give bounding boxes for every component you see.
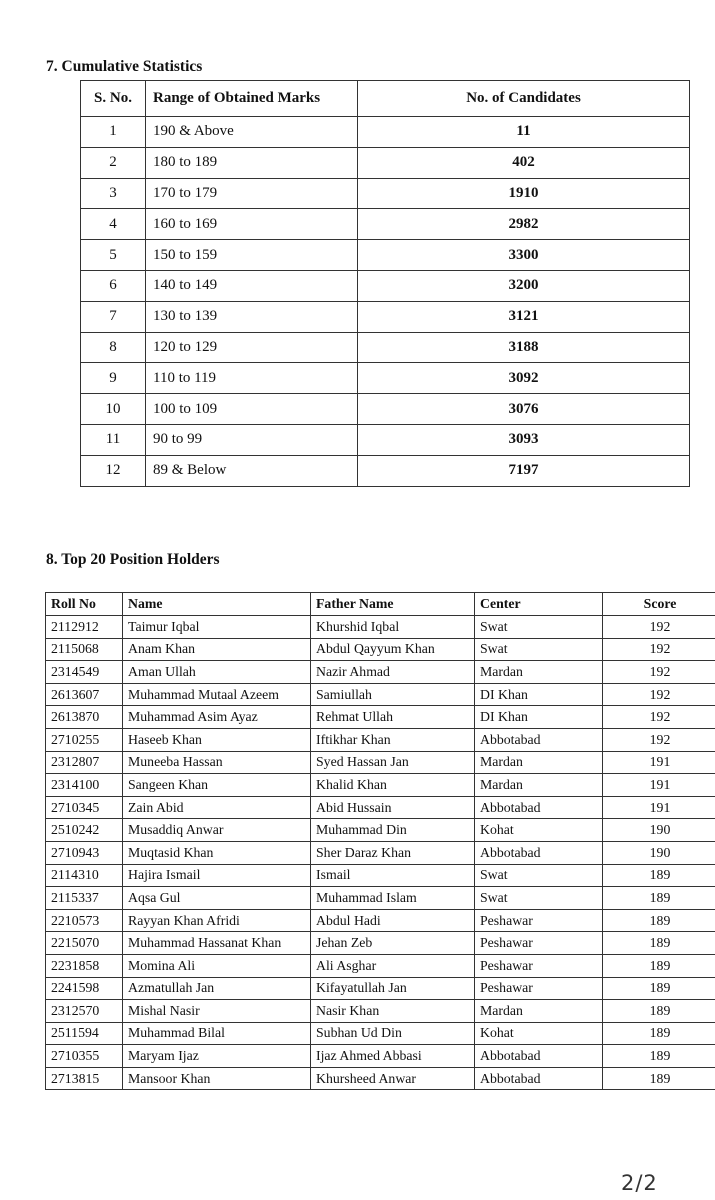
table-row: [46, 864, 715, 887]
cell-center: Mardan: [475, 661, 603, 684]
cell-center: Peshawar: [475, 954, 603, 977]
table-row: [46, 796, 715, 819]
cell-sno: 5: [81, 240, 146, 271]
cell-center: Abbotabad: [475, 728, 603, 751]
cell-count: 7197: [358, 455, 690, 486]
cell-center: Mardan: [475, 751, 603, 774]
cell-score: 189: [603, 977, 715, 1000]
cell-sno: 12: [81, 455, 146, 486]
cell-range: 100 to 109: [146, 394, 358, 425]
cell-roll-no: 2210573: [46, 909, 123, 932]
column-header-name: Name: [123, 593, 311, 616]
cell-score: 192: [603, 728, 715, 751]
table-row: [81, 240, 690, 271]
cell-father-name: Abdul Qayyum Khan: [311, 638, 475, 661]
cell-center: Abbotabad: [475, 841, 603, 864]
cell-roll-no: 2114310: [46, 864, 123, 887]
cell-father-name: Abdul Hadi: [311, 909, 475, 932]
cell-name: Aqsa Gul: [123, 887, 311, 910]
cell-name: Zain Abid: [123, 796, 311, 819]
cell-score: 192: [603, 683, 715, 706]
cell-father-name: Abid Hussain: [311, 796, 475, 819]
cell-father-name: Kifayatullah Jan: [311, 977, 475, 1000]
cell-name: Aman Ullah: [123, 661, 311, 684]
cell-count: 3093: [358, 424, 690, 455]
column-header-father: Father Name: [311, 593, 475, 616]
cell-sno: 3: [81, 178, 146, 209]
cell-range: 150 to 159: [146, 240, 358, 271]
cell-range: 140 to 149: [146, 270, 358, 301]
table-header-row: [81, 81, 690, 117]
table-row: [46, 728, 715, 751]
cell-father-name: Sher Daraz Khan: [311, 841, 475, 864]
column-header-sno: S. No.: [81, 81, 146, 117]
table-row: [81, 332, 690, 363]
cell-roll-no: 2241598: [46, 977, 123, 1000]
cell-sno: 4: [81, 209, 146, 240]
cell-score: 192: [603, 638, 715, 661]
cell-range: 110 to 119: [146, 363, 358, 394]
cell-name: Musaddiq Anwar: [123, 819, 311, 842]
table-row: [81, 270, 690, 301]
cell-roll-no: 2215070: [46, 932, 123, 955]
cell-center: Kohat: [475, 1022, 603, 1045]
cell-sno: 7: [81, 301, 146, 332]
cell-count: 2982: [358, 209, 690, 240]
cell-score: 189: [603, 909, 715, 932]
cell-father-name: Nazir Ahmad: [311, 661, 475, 684]
cell-roll-no: 2710355: [46, 1045, 123, 1068]
cell-score: 189: [603, 1022, 715, 1045]
cell-score: 192: [603, 661, 715, 684]
column-header-range: Range of Obtained Marks: [146, 81, 358, 117]
table-row: [81, 147, 690, 178]
cell-score: 189: [603, 954, 715, 977]
cell-father-name: Ali Asghar: [311, 954, 475, 977]
cell-center: Swat: [475, 638, 603, 661]
cell-name: Mansoor Khan: [123, 1067, 311, 1090]
cell-center: Abbotabad: [475, 1045, 603, 1068]
cell-father-name: Iftikhar Khan: [311, 728, 475, 751]
cell-count: 3200: [358, 270, 690, 301]
table-row: [46, 841, 715, 864]
cell-range: 190 & Above: [146, 117, 358, 148]
cell-score: 190: [603, 819, 715, 842]
cell-score: 191: [603, 796, 715, 819]
cell-range: 90 to 99: [146, 424, 358, 455]
cell-range: 170 to 179: [146, 178, 358, 209]
table-row: [46, 1000, 715, 1023]
cell-score: 190: [603, 841, 715, 864]
table-row: [81, 301, 690, 332]
cell-name: Mishal Nasir: [123, 1000, 311, 1023]
cell-father-name: Jehan Zeb: [311, 932, 475, 955]
table-row: [81, 424, 690, 455]
cell-roll-no: 2231858: [46, 954, 123, 977]
table-row: [81, 363, 690, 394]
cell-name: Momina Ali: [123, 954, 311, 977]
cell-father-name: Khurshid Iqbal: [311, 616, 475, 639]
cumulative-statistics-table: [80, 80, 690, 487]
cell-score: 189: [603, 1000, 715, 1023]
cell-roll-no: 2710943: [46, 841, 123, 864]
position-holders-table: [45, 592, 715, 1090]
column-header-center: Center: [475, 593, 603, 616]
cell-roll-no: 2115068: [46, 638, 123, 661]
cell-score: 192: [603, 706, 715, 729]
cell-roll-no: 2115337: [46, 887, 123, 910]
cell-father-name: Rehmat Ullah: [311, 706, 475, 729]
cell-range: 120 to 129: [146, 332, 358, 363]
cell-roll-no: 2613607: [46, 683, 123, 706]
cell-count: 3188: [358, 332, 690, 363]
cell-sno: 10: [81, 394, 146, 425]
table-row: [46, 661, 715, 684]
cell-range: 180 to 189: [146, 147, 358, 178]
table-row: [46, 774, 715, 797]
cell-roll-no: 2314549: [46, 661, 123, 684]
cell-sno: 2: [81, 147, 146, 178]
cell-center: Swat: [475, 864, 603, 887]
cell-sno: 1: [81, 117, 146, 148]
cell-score: 189: [603, 1045, 715, 1068]
table-row: [46, 683, 715, 706]
table-row: [46, 638, 715, 661]
table-row: [81, 455, 690, 486]
cell-range: 160 to 169: [146, 209, 358, 240]
cell-center: Mardan: [475, 1000, 603, 1023]
cell-name: Azmatullah Jan: [123, 977, 311, 1000]
cell-center: Peshawar: [475, 909, 603, 932]
cell-name: Muneeba Hassan: [123, 751, 311, 774]
cell-count: 11: [358, 117, 690, 148]
table-row: [46, 954, 715, 977]
table-row: [46, 1067, 715, 1090]
cell-roll-no: 2112912: [46, 616, 123, 639]
cell-father-name: Muhammad Islam: [311, 887, 475, 910]
cell-father-name: Syed Hassan Jan: [311, 751, 475, 774]
cell-roll-no: 2713815: [46, 1067, 123, 1090]
cell-score: 192: [603, 616, 715, 639]
table-row: [81, 117, 690, 148]
cell-father-name: Samiullah: [311, 683, 475, 706]
table-header-row: [46, 593, 715, 616]
table-row: [46, 977, 715, 1000]
table-row: [46, 887, 715, 910]
cell-roll-no: 2613870: [46, 706, 123, 729]
cell-roll-no: 2510242: [46, 819, 123, 842]
cell-center: Swat: [475, 887, 603, 910]
cell-center: Abbotabad: [475, 1067, 603, 1090]
table-row: [81, 209, 690, 240]
cell-father-name: Subhan Ud Din: [311, 1022, 475, 1045]
cell-roll-no: 2710255: [46, 728, 123, 751]
cell-name: Haseeb Khan: [123, 728, 311, 751]
cell-score: 189: [603, 932, 715, 955]
cell-score: 189: [603, 887, 715, 910]
cell-count: 1910: [358, 178, 690, 209]
cell-score: 191: [603, 774, 715, 797]
cell-name: Hajira Ismail: [123, 864, 311, 887]
cell-count: 3092: [358, 363, 690, 394]
cell-name: Rayyan Khan Afridi: [123, 909, 311, 932]
cell-count: 3121: [358, 301, 690, 332]
position-holders-heading: 8. Top 20 Position Holders: [46, 551, 220, 568]
cell-name: Anam Khan: [123, 638, 311, 661]
column-header-roll: Roll No: [46, 593, 123, 616]
table-row: [46, 932, 715, 955]
cumulative-statistics-body: [81, 117, 690, 487]
cell-name: Sangeen Khan: [123, 774, 311, 797]
cell-sno: 9: [81, 363, 146, 394]
table-row: [46, 1045, 715, 1068]
cell-sno: 6: [81, 270, 146, 301]
cell-range: 89 & Below: [146, 455, 358, 486]
table-row: [46, 751, 715, 774]
cell-center: Peshawar: [475, 977, 603, 1000]
table-row: [46, 819, 715, 842]
cell-center: Mardan: [475, 774, 603, 797]
cell-roll-no: 2312807: [46, 751, 123, 774]
cell-name: Muhammad Mutaal Azeem: [123, 683, 311, 706]
page-indicator: 2/2: [621, 1171, 658, 1195]
cell-name: Muhammad Bilal: [123, 1022, 311, 1045]
cell-father-name: Khursheed Anwar: [311, 1067, 475, 1090]
table-row: [46, 706, 715, 729]
cell-center: Swat: [475, 616, 603, 639]
cell-range: 130 to 139: [146, 301, 358, 332]
cell-roll-no: 2511594: [46, 1022, 123, 1045]
cumulative-statistics-heading: 7. Cumulative Statistics: [46, 58, 203, 75]
cell-father-name: Muhammad Din: [311, 819, 475, 842]
cell-roll-no: 2312570: [46, 1000, 123, 1023]
cell-name: Muhammad Asim Ayaz: [123, 706, 311, 729]
cell-name: Muhammad Hassanat Khan: [123, 932, 311, 955]
table-row: [46, 1022, 715, 1045]
cell-name: Taimur Iqbal: [123, 616, 311, 639]
column-header-score: Score: [603, 593, 715, 616]
cell-name: Maryam Ijaz: [123, 1045, 311, 1068]
table-row: [46, 616, 715, 639]
cell-center: DI Khan: [475, 706, 603, 729]
table-row: [81, 394, 690, 425]
cell-center: Abbotabad: [475, 796, 603, 819]
cell-score: 191: [603, 751, 715, 774]
cell-count: 402: [358, 147, 690, 178]
cell-center: DI Khan: [475, 683, 603, 706]
position-holders-body: [46, 616, 715, 1090]
table-row: [46, 909, 715, 932]
cell-count: 3300: [358, 240, 690, 271]
cell-score: 189: [603, 864, 715, 887]
cell-center: Kohat: [475, 819, 603, 842]
cell-sno: 8: [81, 332, 146, 363]
cell-father-name: Khalid Khan: [311, 774, 475, 797]
cell-roll-no: 2710345: [46, 796, 123, 819]
cell-score: 189: [603, 1067, 715, 1090]
cell-father-name: Nasir Khan: [311, 1000, 475, 1023]
cell-father-name: Ijaz Ahmed Abbasi: [311, 1045, 475, 1068]
cell-count: 3076: [358, 394, 690, 425]
cell-sno: 11: [81, 424, 146, 455]
cell-roll-no: 2314100: [46, 774, 123, 797]
cell-father-name: Ismail: [311, 864, 475, 887]
table-row: [81, 178, 690, 209]
cell-name: Muqtasid Khan: [123, 841, 311, 864]
cell-center: Peshawar: [475, 932, 603, 955]
column-header-count: No. of Candidates: [358, 81, 690, 117]
